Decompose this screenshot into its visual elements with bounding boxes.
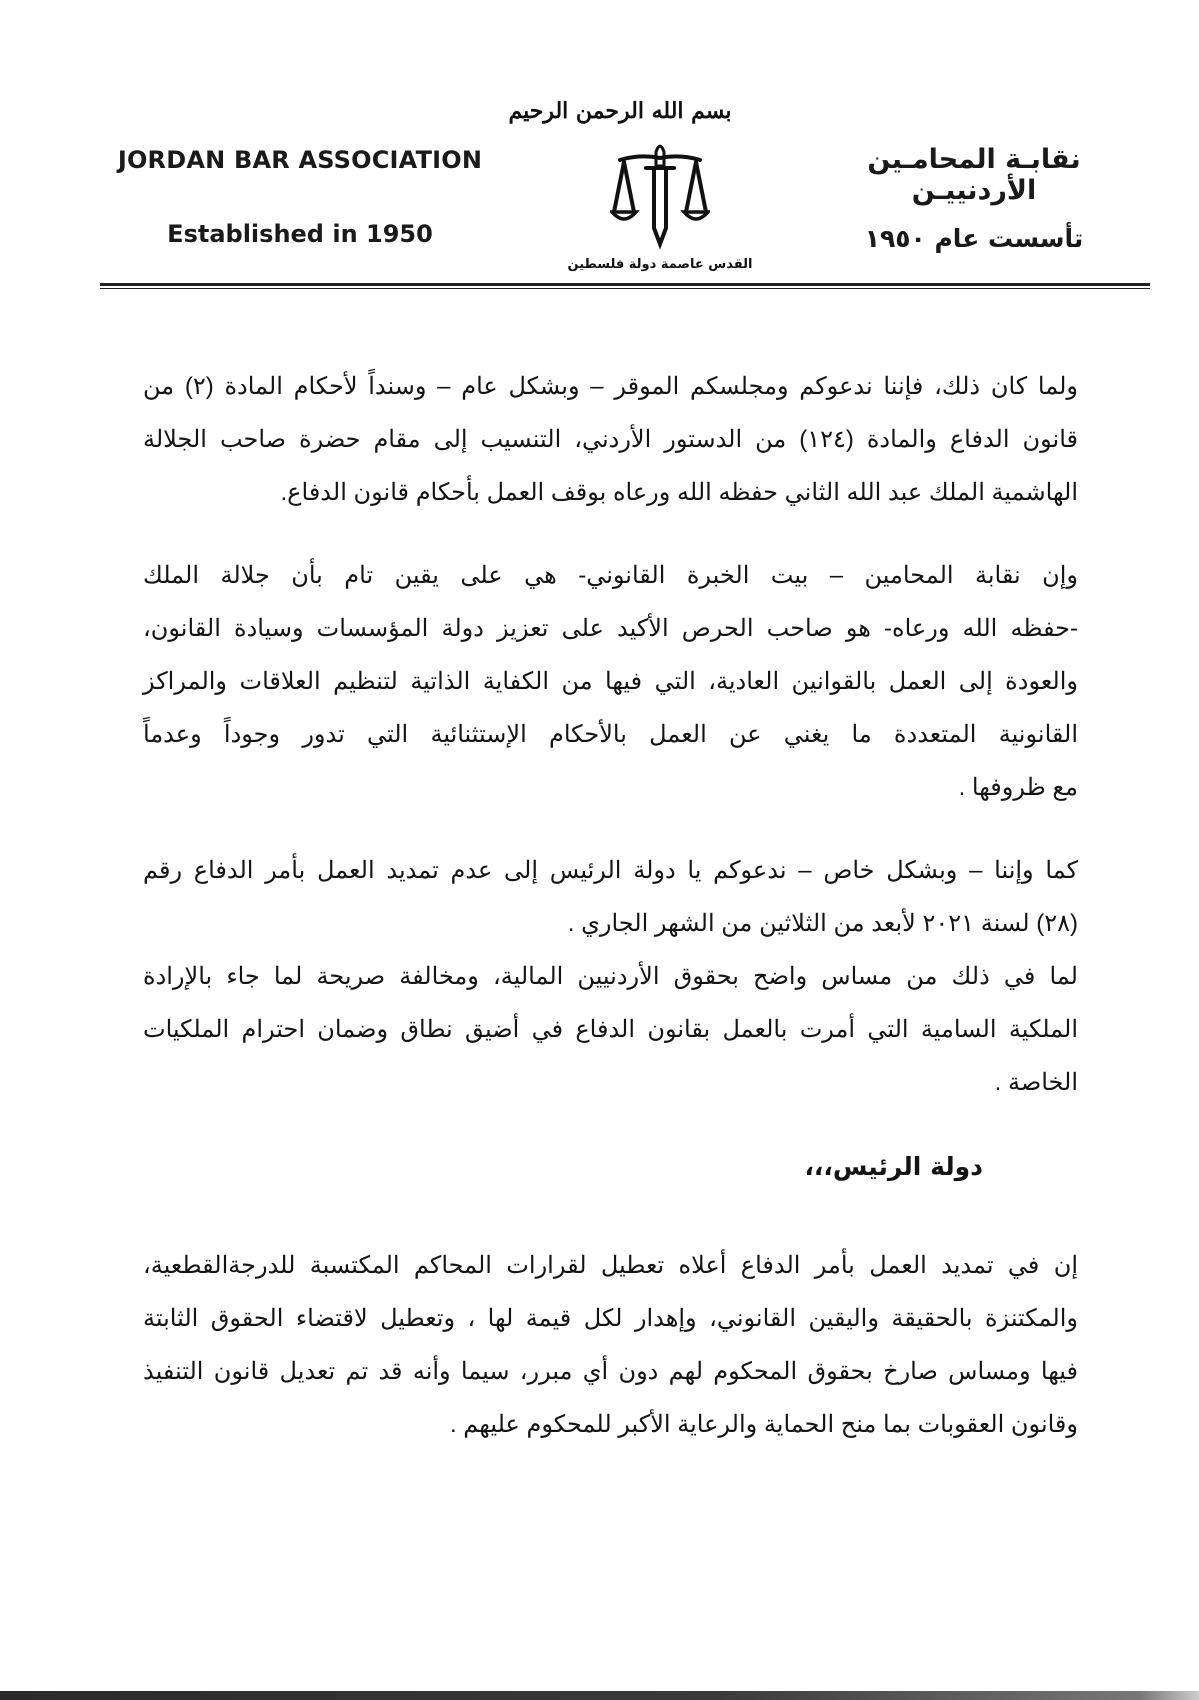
text-line: وإن نقابة المحامين – بيت الخبرة القانوني- هي على يقين تام بأن جلالة الملك — [143, 562, 1078, 589]
established-arabic: تأسست عام ١٩٥٠ — [864, 224, 1084, 253]
text-line: الخاصة . — [994, 1069, 1078, 1096]
emblem-caption: القدس عاصمة دولة فلسطين — [567, 257, 753, 272]
paragraph-court-decisions — [143, 1239, 1078, 1451]
letter-body — [143, 360, 1078, 1451]
paragraph-bar-association-confidence — [143, 549, 1078, 814]
established-english: Established in 1950 — [167, 220, 433, 248]
paragraph-defense-order-28 — [143, 844, 1078, 950]
org-name-arabic: نقابـة المحامـين الأردنييـن — [867, 144, 1081, 206]
text-line: القانونية المتعددة ما يغني عن العمل بالأحكام الإستثنائية التي تدور وجوداً وعدماً — [143, 721, 1078, 748]
text-line: قانون الدفاع والمادة (١٢٤) من الدستور الأردني، التنسيب إلى مقام حضرة صاحب الجلالة — [143, 426, 1078, 453]
header-divider-thin — [100, 288, 1150, 289]
basmala: بسم الله الرحمن الرحيم — [508, 98, 732, 124]
header-divider — [100, 283, 1150, 286]
text-line: إن في تمديد العمل بأمر الدفاع أعلاه تعطيل لقرارات المحاكم المكتسبة للدرجةالقطعية، — [143, 1252, 1078, 1279]
paragraph-call-to-end-defense-law — [143, 360, 1078, 519]
scan-edge — [0, 1691, 1199, 1700]
text-line: مع ظروفها . — [958, 774, 1078, 801]
text-line: ولما كان ذلك، فإننا ندعوكم ومجلسكم الموقر – وبشكل عام – وسنداً لأحكام المادة (٢) من — [143, 373, 1078, 400]
text-line: والعودة إلى العمل بالقوانين العادية، التي فيها من الكفاية الذاتية لتنظيم العلاقات والمراكز — [143, 668, 1078, 695]
text-line: -حفظه الله ورعاه- هو صاحب الحرص الأكيد على تعزيز دولة المؤسسات وسيادة القانون، — [143, 615, 1078, 642]
text-line: لما في ذلك من مساس واضح بحقوق الأردنيين المالية، ومخالفة صريحة لما جاء بالإرادة — [143, 963, 1078, 990]
text-line: الهاشمية الملك عبد الله الثاني حفظه الله ورعاه بوقف العمل بأحكام قانون الدفاع. — [280, 479, 1078, 506]
text-line: الملكية السامية التي أمرت بالعمل بقانون الدفاع في أضيق نطاق وضمان احترام الملكيات — [143, 1016, 1078, 1043]
org-name-english: JORDAN BAR ASSOCIATION — [117, 146, 483, 174]
text-line: كما وإننا – وبشكل خاص – ندعوكم يا دولة الرئيس إلى عدم تمديد العمل بأمر الدفاع رقم — [143, 857, 1078, 884]
scales-of-justice-sword-icon — [610, 140, 710, 250]
text-line: وقانون العقوبات بما منح الحماية والرعاية الأكبر للمحكوم عليهم . — [449, 1411, 1078, 1438]
text-line: (٢٨) لسنة ٢٠٢١ لأبعد من الثلاثين من الشهر الجاري . — [567, 910, 1078, 937]
text-line: فيها ومساس صارخ بحقوق المحكوم لهم دون أي مبرر، سيما وأنه قد تم تعديل قانون التنفيذ — [143, 1358, 1078, 1385]
text-line: والمكتنزة بالحقيقة واليقين القانوني، وإهدار لكل قيمة لها ، وتعطيل لاقتضاء الحقوق الثابتة — [143, 1305, 1078, 1332]
salutation: دولة الرئيس،،، — [804, 1152, 983, 1181]
paragraph-financial-rights — [143, 950, 1078, 1109]
